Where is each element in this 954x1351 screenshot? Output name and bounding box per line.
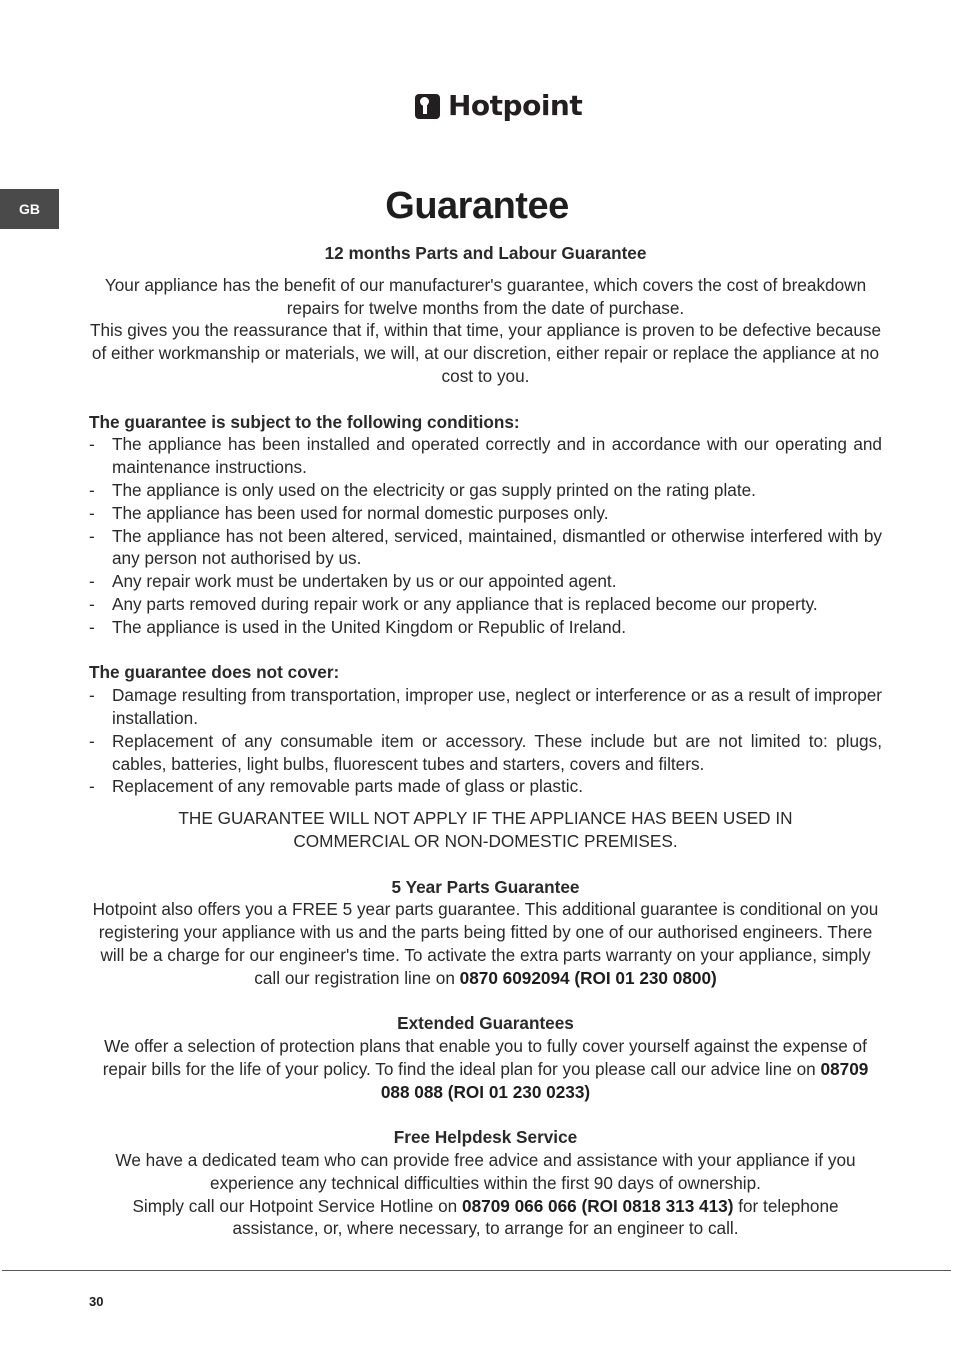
service-hotline-phone: 08709 066 066 (ROI 0818 313 413)	[462, 1195, 734, 1216]
advice-line-phone: 08709 088 088 (ROI 01 230 0233)	[380, 1058, 869, 1102]
page-number: 30	[89, 1294, 104, 1309]
helpdesk-body-pre: Simply call our Hotpoint Service Hotline on	[132, 1195, 458, 1216]
not-cover-heading: The guarantee does not cover:	[89, 662, 340, 683]
registration-phone: 0870 6092094 (ROI 01 230 0800)	[459, 967, 717, 988]
language-tab: GB	[0, 189, 59, 229]
brand-name: Hotpoint	[448, 89, 583, 122]
list-item: - Any parts removed during repair work or any appliance that is replaced become our property.	[89, 593, 882, 616]
helpdesk-body-post: for telephone assistance, or, where necessary, to arrange for an engineer to call.	[232, 1195, 839, 1239]
hotpoint-logo	[415, 89, 583, 122]
list-item: - Replacement of any consumable item or accessory. These include but are not limited to: plugs, cables, batteries, light bulbs, fluorescent tubes and starters, covers and filters.	[89, 730, 882, 776]
list-item: - The appliance has not been altered, serviced, maintained, dismantled or otherwise interfered with by any person not authorised by us.	[89, 525, 882, 571]
five-year-text	[89, 898, 882, 989]
list-item: - The appliance has been installed and operated correctly and in accordance with our operating and maintenance instructions.	[89, 433, 882, 479]
list-item: - Replacement of any removable parts made of glass or plastic.	[89, 775, 882, 798]
extended-heading: Extended Guarantees	[397, 1013, 574, 1034]
helpdesk-text-1: We have a dedicated team who can provide free advice and assistance with your appliance if you experience any technical difficulties within the first 90 days of ownership.	[115, 1150, 856, 1193]
five-year-heading: 5 Year Parts Guarantee	[391, 876, 580, 897]
commercial-use-warning: THE GUARANTEE WILL NOT APPLY IF THE APPLIANCE HAS BEEN USED IN COMMERCIAL OR NON-DOMESTIC PREMISES.	[178, 808, 793, 851]
parts-labour-text-2: This gives you the reassurance that if, within that time, your appliance is proven to be defective because of either workmanship or materials, we will, at our discretion, either repair or replace the appliance at no cost to you.	[89, 320, 882, 386]
helpdesk-heading: Free Helpdesk Service	[393, 1127, 578, 1148]
guarantee-content	[89, 242, 882, 1240]
parts-labour-text-1: Your appliance has the benefit of our manufacturer's guarantee, which covers the cost of breakdown repairs for twelve months from the date of purchase.	[104, 274, 867, 318]
helpdesk-text-2	[89, 1195, 882, 1241]
list-item: - The appliance is only used on the electricity or gas supply printed on the rating plate.	[89, 479, 882, 502]
page-title: Guarantee	[385, 185, 569, 227]
hotpoint-logo-icon	[415, 94, 440, 119]
conditions-heading: The guarantee is subject to the following conditions:	[89, 411, 520, 432]
extended-text	[89, 1035, 882, 1103]
not-cover-list	[89, 684, 882, 798]
list-item: - Any repair work must be undertaken by us or our appointed agent.	[89, 570, 882, 593]
list-item: - Damage resulting from transportation, improper use, neglect or interference or as a result of improper installation.	[89, 684, 882, 730]
list-item: - The appliance is used in the United Kingdom or Republic of Ireland.	[89, 616, 882, 639]
conditions-list	[89, 433, 882, 638]
extended-body: We offer a selection of protection plans that enable you to fully cover yourself against the expense of repair bills for the life of your policy. To find the ideal plan for you please call our advice line on	[102, 1036, 867, 1079]
footer-divider	[2, 1270, 951, 1271]
parts-labour-heading: 12 months Parts and Labour Guarantee	[324, 243, 647, 263]
five-year-body: Hotpoint also offers you a FREE 5 year parts guarantee. This additional guarantee is conditional on you registering your appliance with us and the parts being fitted by one of our authorised engineers. There will be a charge for our engineer's time. To activate the extra parts warranty on your appliance, simply call our registration line on	[92, 899, 879, 988]
list-item: - The appliance has been used for normal domestic purposes only.	[89, 502, 882, 525]
